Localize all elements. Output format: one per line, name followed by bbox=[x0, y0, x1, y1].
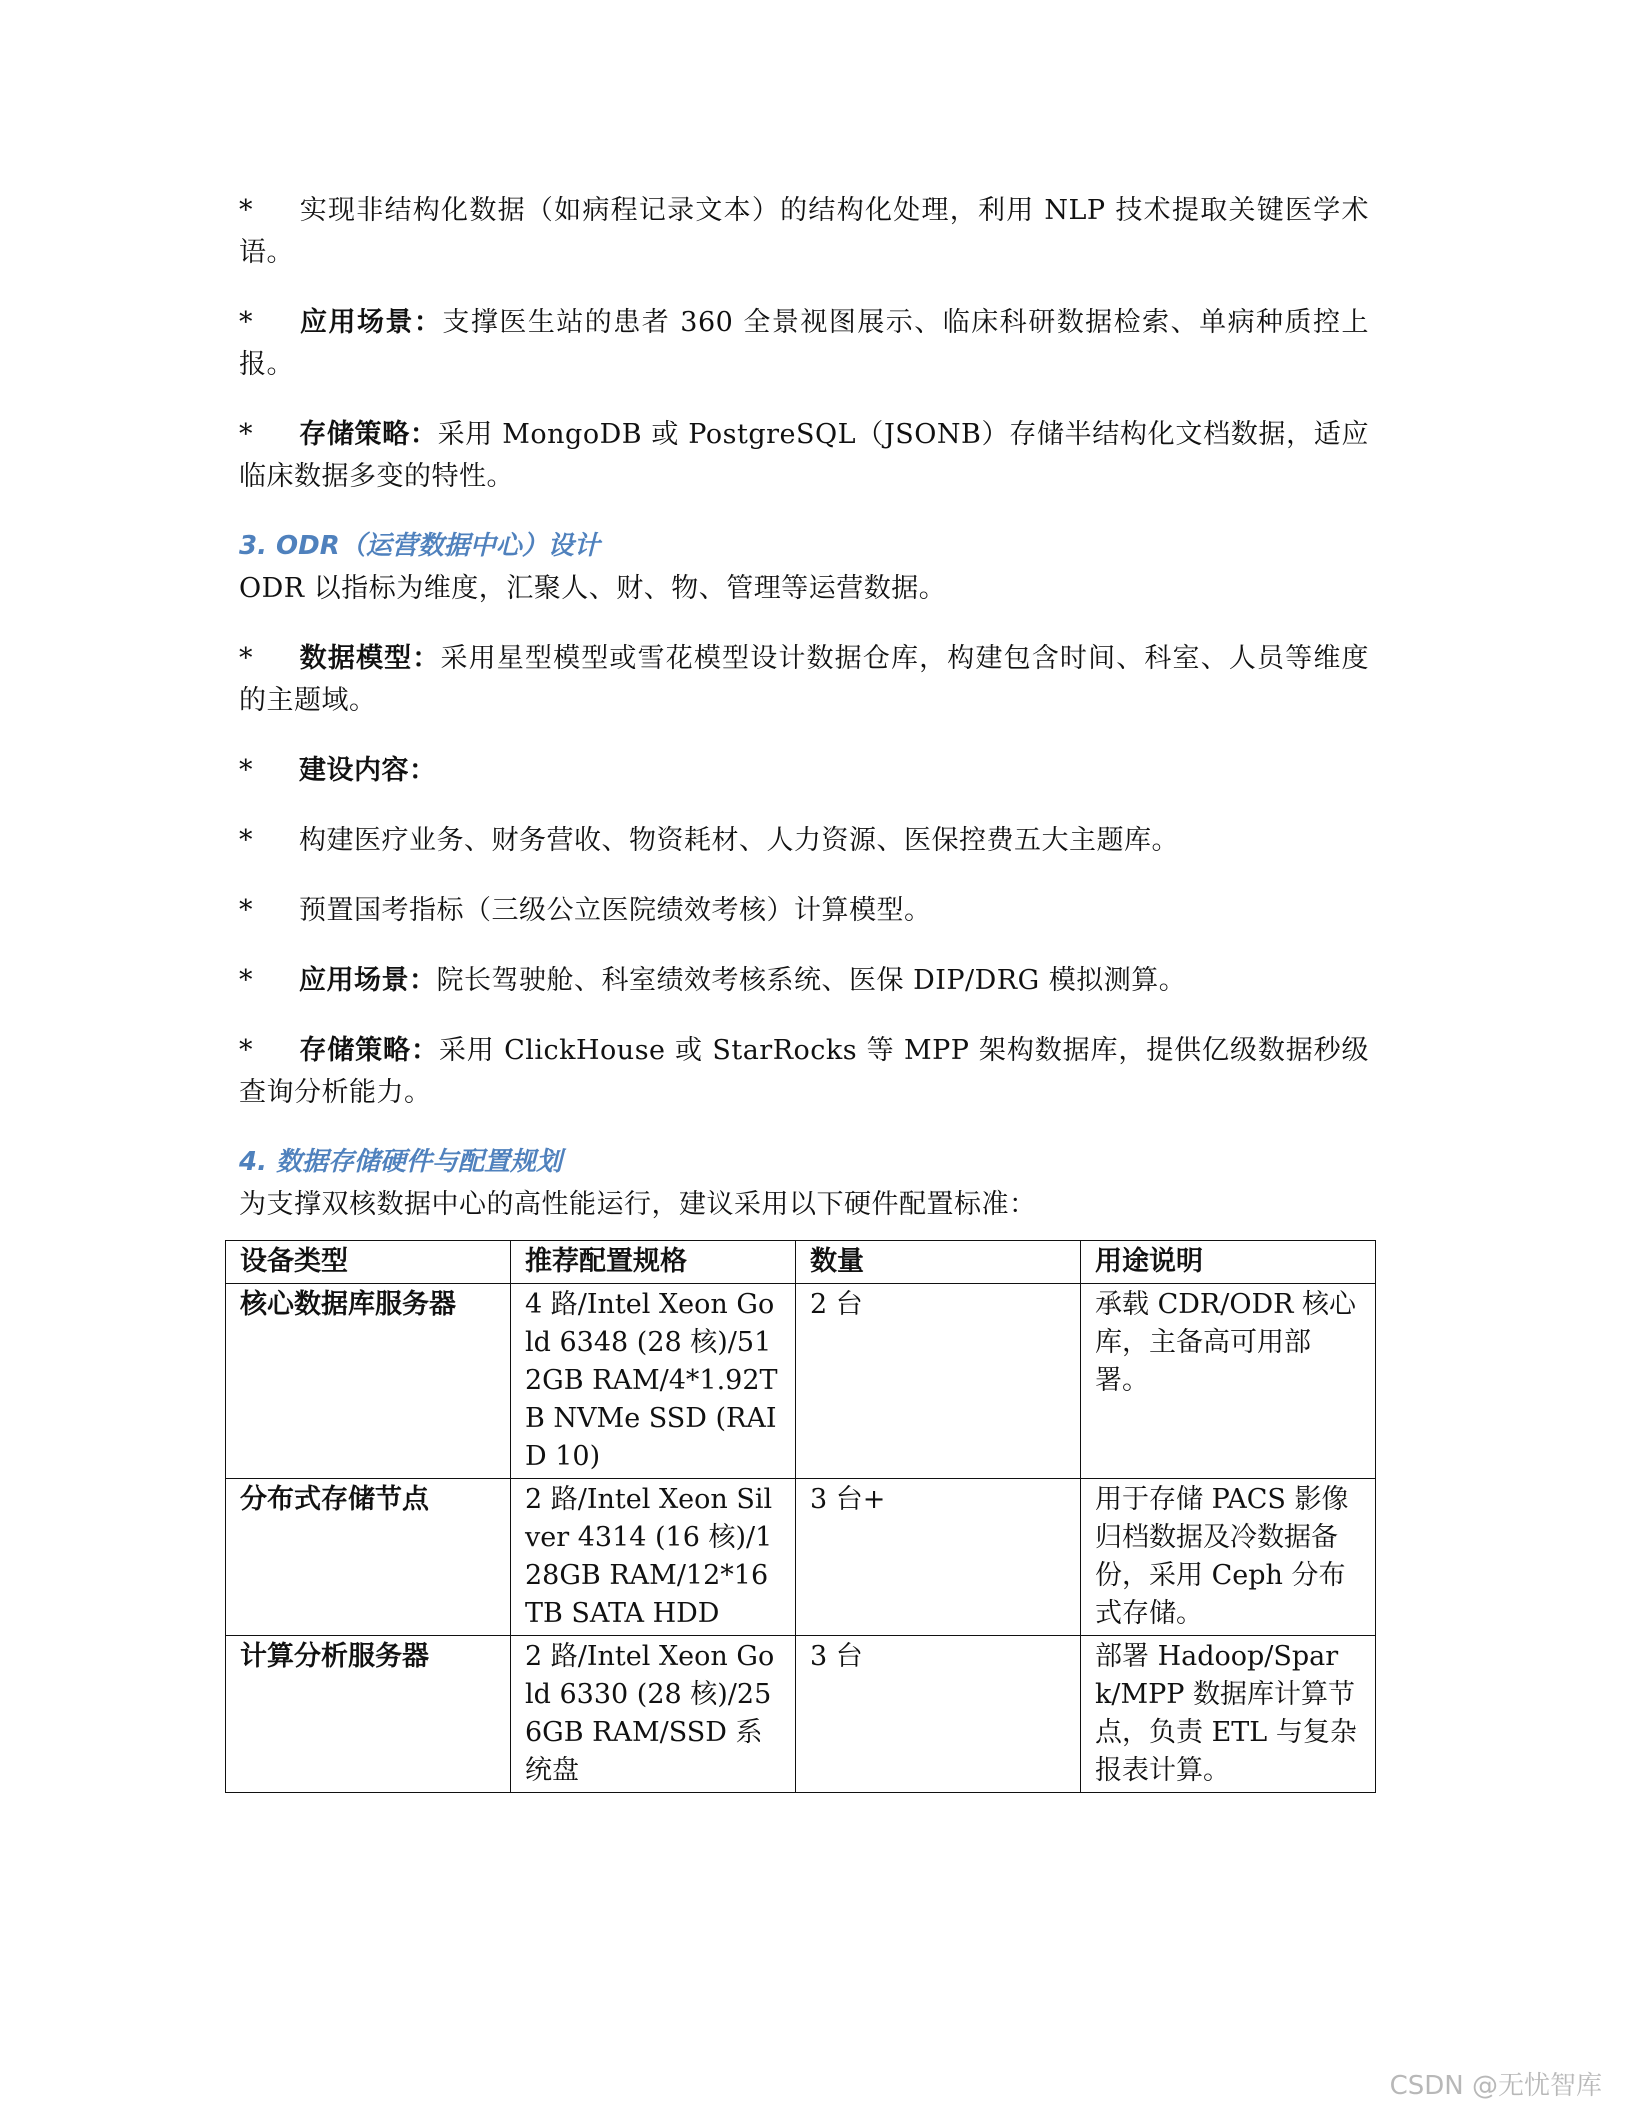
table-cell: 分布式存储节点 bbox=[226, 1479, 511, 1636]
list-item: * 建设内容： bbox=[239, 755, 437, 786]
column-header: 用途说明 bbox=[1081, 1241, 1376, 1284]
column-header: 数量 bbox=[796, 1241, 1081, 1284]
table-cell: 2 路/Intel Xeon Gold 6330 (28 核)/256GB RAM/SSD 系统盘 bbox=[511, 1636, 796, 1793]
section4-intro: 为支撑双核数据中心的高性能运行，建议采用以下硬件配置标准： bbox=[239, 1189, 1037, 1220]
cdr-bullet-list bbox=[239, 190, 1369, 498]
watermark: CSDN @无忧智库 bbox=[1389, 2071, 1602, 2101]
table-cell: 4 路/Intel Xeon Gold 6348 (28 核)/512GB RAM/4*1.92TB NVMe SSD (RAID 10) bbox=[511, 1284, 796, 1479]
table-cell: 3 台 bbox=[796, 1636, 1081, 1793]
section3-heading: 3. ODR（运营数据中心）设计 bbox=[239, 531, 600, 561]
list-item: * 应用场景：支撑医生站的患者 360 全景视图展示、临床科研数据检索、单病种质控上报。 bbox=[239, 307, 1369, 380]
list-item: * 应用场景：院长驾驶舱、科室绩效考核系统、医保 DIP/DRG 模拟测算。 bbox=[239, 965, 1187, 996]
section4-heading: 4. 数据存储硬件与配置规划 bbox=[239, 1147, 563, 1177]
odr-bullet-list bbox=[239, 638, 1369, 1114]
table-cell: 承载 CDR/ODR 核心库，主备高可用部署。 bbox=[1081, 1284, 1376, 1479]
table-row bbox=[226, 1636, 1376, 1793]
column-header: 设备类型 bbox=[226, 1241, 511, 1284]
table-cell: 核心数据库服务器 bbox=[226, 1284, 511, 1479]
list-item: * 实现非结构化数据（如病程记录文本）的结构化处理，利用 NLP 技术提取关键医学术语。 bbox=[239, 195, 1369, 268]
table-header-row bbox=[226, 1241, 1376, 1284]
document-page bbox=[239, 190, 1369, 1793]
table-cell: 3 台+ bbox=[796, 1479, 1081, 1636]
table-row bbox=[226, 1284, 1376, 1479]
hardware-config-table bbox=[225, 1240, 1376, 1793]
table-cell: 部署 Hadoop/Spark/MPP 数据库计算节点，负责 ETL 与复杂报表计算。 bbox=[1081, 1636, 1376, 1793]
section3-intro: ODR 以指标为维度，汇聚人、财、物、管理等运营数据。 bbox=[239, 573, 947, 604]
list-item: * 数据模型：采用星型模型或雪花模型设计数据仓库，构建包含时间、科室、人员等维度的主题域。 bbox=[239, 643, 1370, 716]
table-cell: 计算分析服务器 bbox=[226, 1636, 511, 1793]
column-header: 推荐配置规格 bbox=[511, 1241, 796, 1284]
table-row bbox=[226, 1479, 1376, 1636]
list-item: * 构建医疗业务、财务营收、物资耗材、人力资源、医保控费五大主题库。 bbox=[239, 825, 1179, 856]
list-item: * 存储策略：采用 MongoDB 或 PostgreSQL（JSONB）存储半结构化文档数据，适应临床数据多变的特性。 bbox=[239, 419, 1369, 492]
table-cell: 2 路/Intel Xeon Silver 4314 (16 核)/128GB RAM/12*16TB SATA HDD bbox=[511, 1479, 796, 1636]
table-cell: 用于存储 PACS 影像归档数据及冷数据备份，采用 Ceph 分布式存储。 bbox=[1081, 1479, 1376, 1636]
table-cell: 2 台 bbox=[796, 1284, 1081, 1479]
list-item: * 存储策略：采用 ClickHouse 或 StarRocks 等 MPP 架构数据库，提供亿级数据秒级查询分析能力。 bbox=[239, 1035, 1369, 1108]
list-item: * 预置国考指标（三级公立医院绩效考核）计算模型。 bbox=[239, 895, 932, 926]
